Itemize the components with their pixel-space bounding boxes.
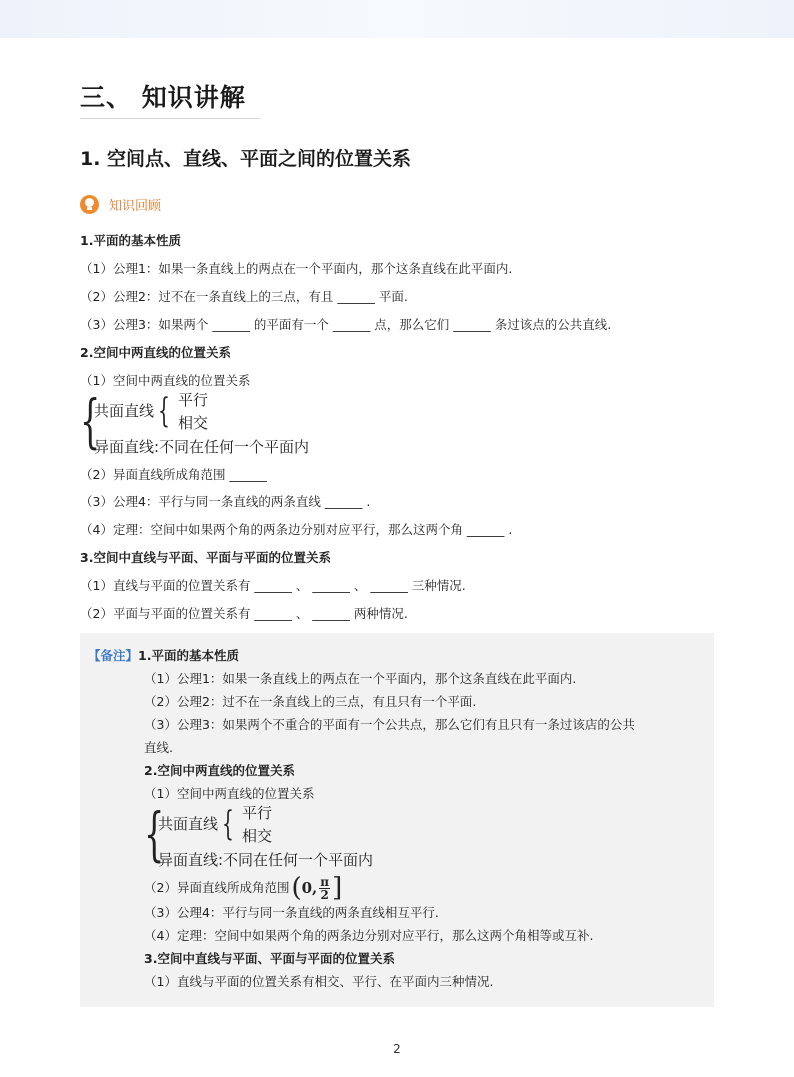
note-axiom-3: （3）公理3：如果两个不重合的平面有一个公共点，那么它们有且只有一条过该店的公共 bbox=[144, 717, 635, 732]
note-heading-row bbox=[88, 647, 239, 665]
note-heading-line-plane: 3.空间中直线与平面、平面与平面的位置关系 bbox=[144, 951, 395, 966]
parallel: 平行 bbox=[178, 391, 209, 409]
note-two-lines-item-2 bbox=[144, 873, 342, 903]
fraction-numerator: π bbox=[320, 874, 330, 889]
note-parallel: 平行 bbox=[242, 804, 273, 822]
interval-lower: 0, bbox=[301, 879, 318, 897]
axiom-1: （1）公理1：如果一条直线上的两点在一个平面内，那个这条直线在此平面内. bbox=[80, 261, 513, 276]
review-label: 知识回顾 bbox=[109, 198, 162, 214]
intersect: 相交 bbox=[178, 414, 209, 432]
note-axiom-3-cont: 直线. bbox=[144, 740, 173, 755]
note-axiom-1: （1）公理1：如果一条直线上的两点在一个平面内，那个这条直线在此平面内. bbox=[144, 671, 577, 686]
fraction-denominator: 2 bbox=[320, 887, 329, 902]
axiom-2: （2）公理2：过不在一条直线上的三点，有且 ______ 平面. bbox=[80, 289, 408, 304]
note-coplanar-lines: 共面直线 bbox=[158, 815, 219, 833]
section-title: 三、 知识讲解 bbox=[80, 83, 246, 112]
note-heading-basic: 1.平面的基本性质 bbox=[138, 648, 239, 663]
interval-upper-fraction bbox=[319, 876, 330, 901]
note-two-lines-item-3: （3）公理4：平行与同一条直线的两条直线相互平行. bbox=[144, 905, 439, 920]
note-skew-lines: 异面直线:不同在任何一个平面内 bbox=[158, 851, 374, 869]
heading-basic-properties: 1.平面的基本性质 bbox=[80, 233, 181, 248]
note-line-plane-item-1: （1）直线与平面的位置关系有相交、平行、在平面内三种情况. bbox=[144, 974, 494, 989]
skew-lines: 异面直线:不同在任何一个平面内 bbox=[94, 438, 310, 456]
angle-range-interval bbox=[291, 874, 342, 902]
note-box bbox=[80, 633, 714, 1007]
outer-brace: { bbox=[80, 387, 101, 455]
two-lines-item-4: （4）定理：空间中如果两个角的两条边分别对应平行，那么这两个角 ______ . bbox=[80, 522, 513, 537]
section-title-underline bbox=[80, 118, 260, 119]
note-two-lines-item-4: （4）定理：空间中如果两个角的两条边分别对应平行，那么这两个角相等或互补. bbox=[144, 928, 594, 943]
page-number: 2 bbox=[393, 1042, 401, 1056]
note-axiom-2: （2）公理2：过不在一条直线上的三点，有且只有一个平面. bbox=[144, 694, 477, 709]
note-two-lines-item-1: （1）空间中两直线的位置关系 bbox=[144, 786, 315, 801]
line-plane-item-2: （2）平面与平面的位置关系有 ______ 、 ______ 两种情况. bbox=[80, 606, 408, 621]
two-lines-item-2: （2）异面直线所成角范围 ______ bbox=[80, 467, 267, 482]
note-tag: 【备注】 bbox=[88, 648, 139, 663]
coplanar-lines: 共面直线 bbox=[94, 402, 155, 420]
note-angle-range-label: （2）异面直线所成角范围 bbox=[144, 880, 290, 895]
top-banner bbox=[0, 0, 794, 38]
interval-close: ] bbox=[332, 873, 343, 903]
review-header bbox=[80, 193, 161, 215]
line-plane-item-1: （1）直线与平面的位置关系有 ______ 、 ______ 、 ______ 三种情况. bbox=[80, 578, 466, 593]
note-inner-brace: { bbox=[222, 804, 234, 844]
note-intersect: 相交 bbox=[242, 827, 273, 845]
subsection-title: 1. 空间点、直线、平面之间的位置关系 bbox=[80, 148, 412, 170]
heading-two-lines: 2.空间中两直线的位置关系 bbox=[80, 345, 231, 360]
note-heading-two-lines: 2.空间中两直线的位置关系 bbox=[144, 763, 295, 778]
axiom-3: （3）公理3：如果两个 ______ 的平面有一个 ______ 点，那么它们 ______ 条过该点的公共直线. bbox=[80, 317, 612, 332]
lightbulb-icon bbox=[80, 195, 99, 214]
interval-open: ( bbox=[291, 873, 302, 903]
note-outer-brace: { bbox=[144, 800, 165, 868]
two-lines-item-1: （1）空间中两直线的位置关系 bbox=[80, 373, 251, 388]
heading-line-plane: 3.空间中直线与平面、平面与平面的位置关系 bbox=[80, 550, 331, 565]
line-relation-brace bbox=[80, 387, 380, 462]
two-lines-item-3: （3）公理4：平行与同一条直线的两条直线 ______ . bbox=[80, 494, 371, 509]
note-line-relation-brace bbox=[144, 800, 444, 875]
inner-brace: { bbox=[158, 391, 170, 431]
